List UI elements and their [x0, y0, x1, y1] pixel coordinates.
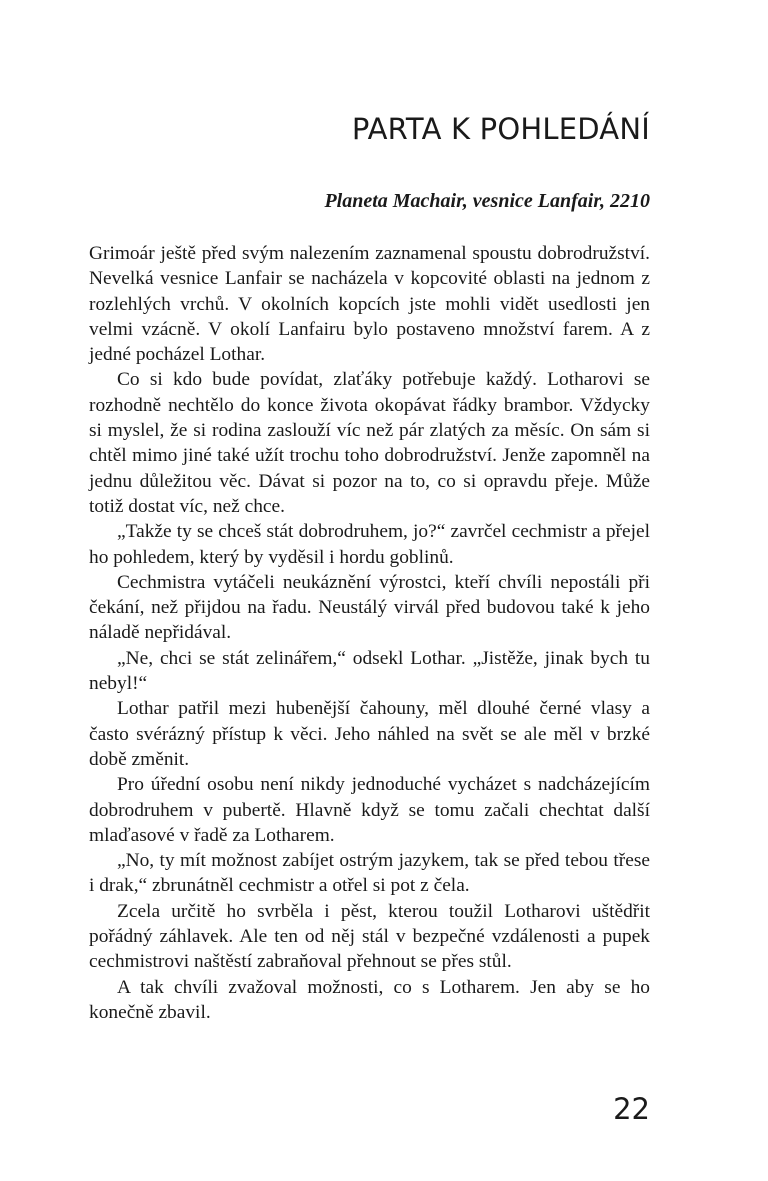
body-text — [89, 241, 650, 1025]
paragraph: Grimoár ještě před svým nalezením zaznamenal spoustu dobrodružství. Nevelká vesnice Lanfair se nacházela v kopcovité oblasti na jednom z rozlehlých vrchů. V okolních kopcích jste mohli vidět usedlosti jen velmi vzácně. V okolí Lanfairu bylo postaveno množství farem. A z jedné pocházel Lothar. — [89, 243, 650, 366]
paragraph: Co si kdo bude povídat, zlaťáky potřebuje každý. Lotharovi se rozhodně nechtělo do konce života okopávat řádky brambor. Vždycky si myslel, že si rodina zaslouží víc než pár zlatých za měsíc. On sám si chtěl mimo jiné také užít trochu toho dobrodružství. Jenže zapomněl na jednu důležitou věc. Dávat si pozor na to, co si opravdu přeje. Může totiž dostat víc, než chce. — [89, 369, 650, 517]
paragraph: Pro úřední osobu není nikdy jednoduché vycházet s nadcházejícím dobrodruhem v pubertě. Hlavně když se tomu začali chechtat další mlaďasové v řadě za Lotharem. — [89, 774, 650, 846]
paragraph: „No, ty mít možnost zabíjet ostrým jazykem, tak se před tebou třese i drak,“ zbrunátněl cechmistr a otřel si pot z čela. — [89, 850, 650, 897]
paragraph: A tak chvíli zvažoval možnosti, co s Lotharem. Jen aby se ho konečně zbavil. — [89, 976, 650, 1023]
paragraph: „Takže ty se chceš stát dobrodruhem, jo?“ zavrčel cechmistr a přejel ho pohledem, který by vyděsil i hordu goblinů. — [89, 521, 650, 568]
location-subtitle: Planeta Machair, vesnice Lanfair, 2210 — [324, 190, 650, 212]
paragraph: Lothar patřil mezi hubenější čahouny, měl dlouhé černé vlasy a často svérázný přístup k věci. Jeho náhled na svět se ale měl v brzké době změnit. — [89, 698, 650, 770]
paragraph: Zcela určitě ho svrběla i pěst, kterou toužil Lotharovi uštědřit pořádný záhlavek. Ale ten od něj stál v bezpečné vzdálenosti a pupek cechmistrovi naštěstí zabraňoval přehnout se přes stůl. — [89, 900, 650, 973]
chapter-title: PARTA K POHLEDÁNÍ — [351, 112, 650, 146]
paragraph: „Ne, chci se stát zelinářem,“ odsekl Lothar. „Jistěže, jinak bych tu nebyl!“ — [89, 647, 650, 695]
page-number: 22 — [613, 1092, 650, 1126]
paragraph: Cechmistra vytáčeli neukáznění výrostci, kteří chvíli nepostáli při čekání, než přijdou na řadu. Neustálý virvál před budovou také k jeho náladě nepřidával. — [89, 571, 650, 644]
